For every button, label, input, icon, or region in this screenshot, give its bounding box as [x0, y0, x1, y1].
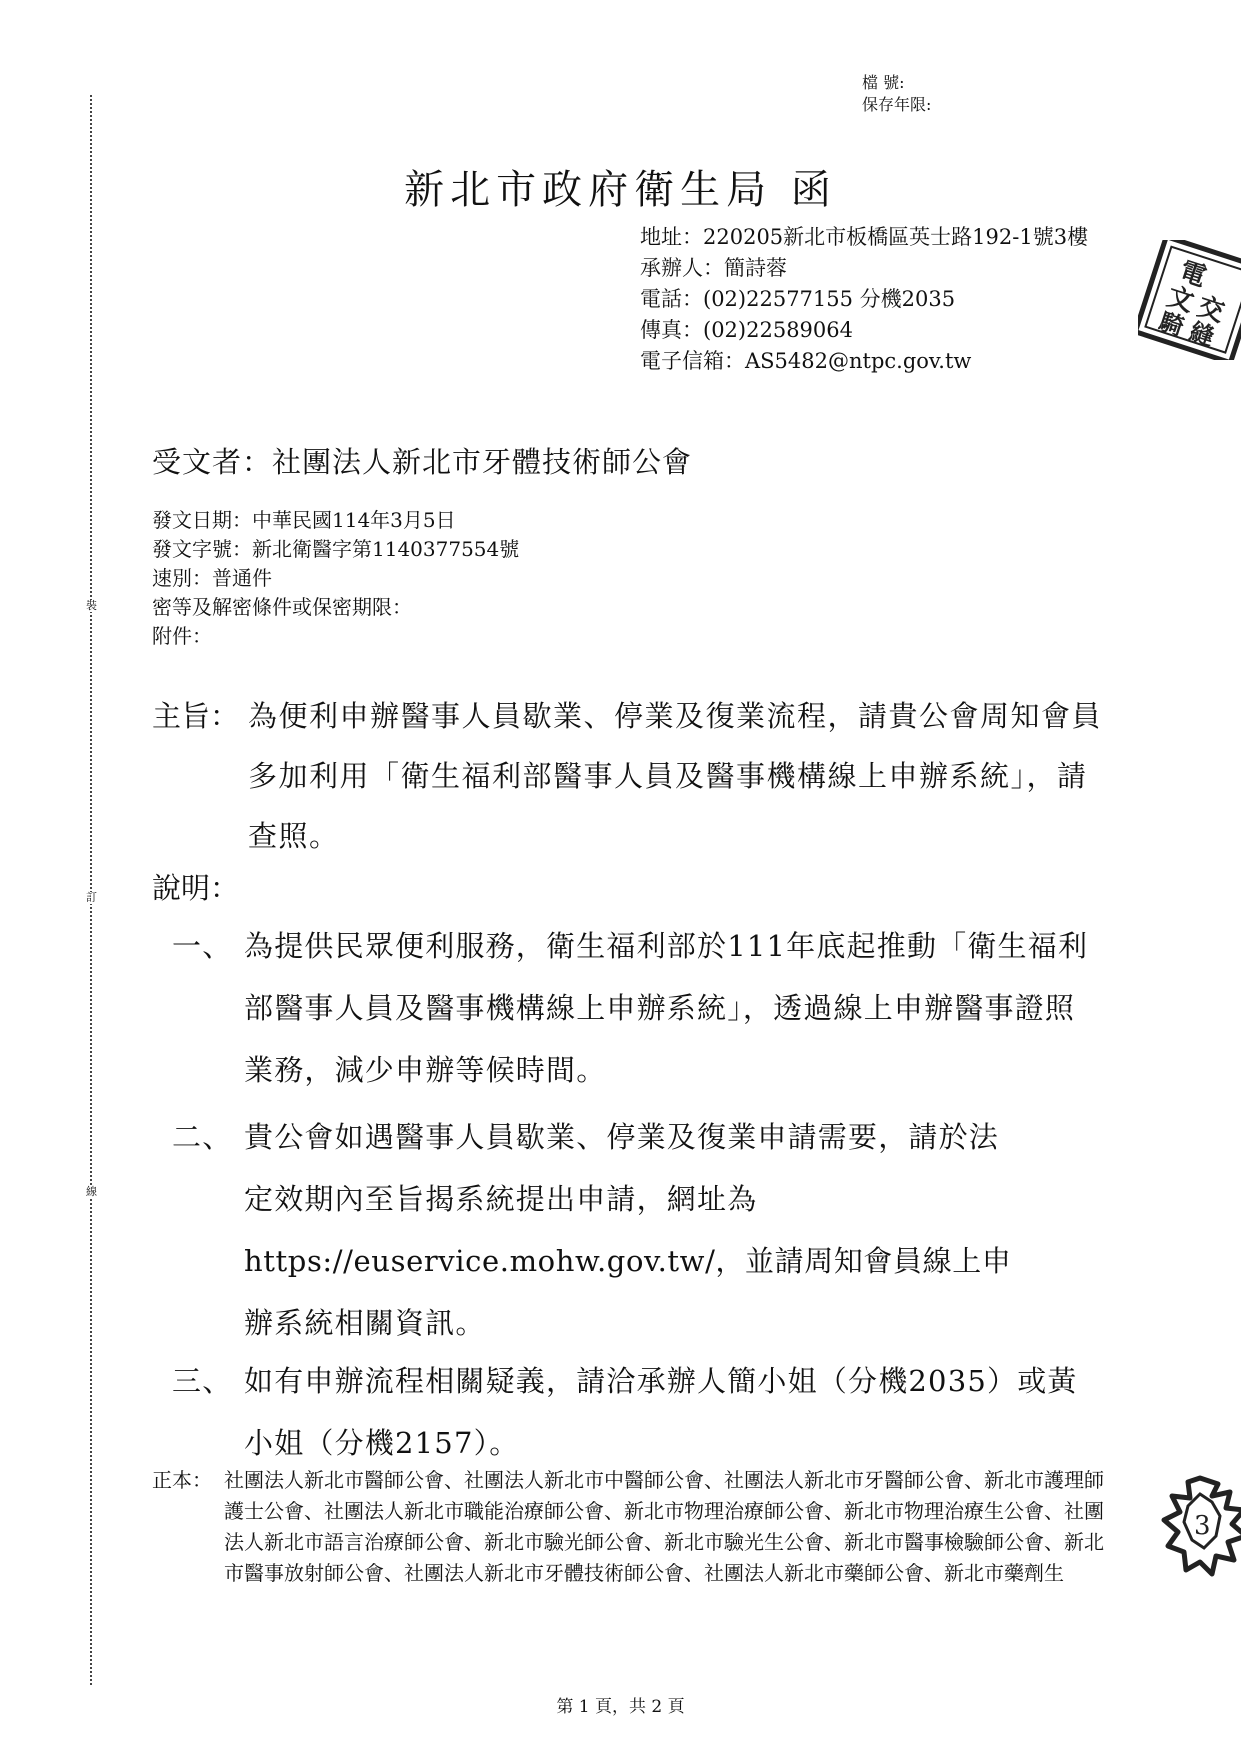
item-text-line: https://euservice.mohw.gov.tw/，並請周知會員線上申 [244, 1244, 1012, 1278]
cc-label: 正本： [152, 1468, 212, 1492]
item-text: 為提供民眾便利服務，衛生福利部於111年底起推動「衛生福利部醫事人員及醫事機構線上申辦系統」，透過線上申辦醫事證照業務，減少申辦等候時間。 [244, 929, 1089, 1087]
file-number: 檔 號: [862, 73, 905, 92]
item-text: 如有申辦流程相關疑義，請洽承辦人簡小姐（分機2035）或黃小姐（分機2157）。 [244, 1364, 1078, 1460]
seal-char: 縫 [1186, 316, 1218, 352]
item-text-line: 辦系統相關資訊。 [244, 1306, 486, 1340]
item-number: 三、 [172, 1364, 233, 1398]
speed-class: 速別：普通件 [152, 566, 272, 590]
retention-period: 保存年限: [862, 95, 932, 114]
binding-mark-ding: 訂 [86, 891, 97, 904]
item-text [244, 1106, 1104, 1354]
seal-char: 交 [1193, 291, 1228, 329]
document-title: 新北市政府衛生局 函 [404, 167, 837, 213]
issue-date: 發文日期：中華民國114年3月5日 [152, 508, 456, 532]
file-meta [862, 72, 931, 116]
sender-officer: 承辦人：簡詩蓉 [640, 256, 787, 280]
subject-text: 為便利申辦醫事人員歇業、停業及復業流程，請貴公會周知會員多加利用「衛生福利部醫事人員及醫事機構線上申辦系統」，請查照。 [248, 699, 1103, 853]
item-text-line: 定效期內至旨揭系統提出申請，網址為 [244, 1182, 758, 1216]
secrecy-level: 密等及解密條件或保密期限： [152, 595, 412, 619]
sender-email: 電子信箱：AS5482@ntpc.gov.tw [640, 349, 972, 373]
item-number: 一、 [172, 929, 233, 963]
binding-mark-zhuang: 裝 [86, 599, 97, 612]
attachment: 附件： [152, 624, 212, 648]
seal-char: 文 [1163, 281, 1198, 319]
explanation-item-3 [172, 1350, 1112, 1474]
seal-char: 騎 [1155, 306, 1188, 342]
sender-phone: 電話：(02)22577155 分機2035 [640, 287, 956, 311]
binding-dotted-line [90, 95, 92, 1685]
explanation-item-1 [172, 915, 1112, 1105]
sender-address: 地址：220205新北市板橋區英士路192-1號3樓 [640, 225, 1089, 249]
explanation-item-2 [172, 1106, 1112, 1356]
binding-mark-xian: 線 [86, 1185, 97, 1198]
sender-info [640, 222, 1110, 377]
explanation-label: 說明： [152, 871, 240, 905]
cc-text: 社團法人新北市醫師公會、社團法人新北市中醫師公會、社團法人新北市牙醫師公會、新北市護理師護士公會、社團法人新北市職能治療師公會、新北市物理治療師公會、新北市物理治療生公會、社團法人新北市語言治療師公會、新北市驗光師公會、新北市驗光生公會、新北市醫事檢驗師公會、新北市醫事放射師公會、社團法人新北市牙體技術師公會、社團法人新北市藥師公會、新北市藥劑生 [224, 1468, 1104, 1585]
recipient: 受文者：社團法人新北市牙體技術師公會 [152, 445, 693, 479]
seam-seal-stamp [1138, 240, 1241, 360]
seal-page-digit: 3 [1194, 1511, 1211, 1541]
item-number: 二、 [172, 1120, 233, 1154]
subject-label: 主旨： [152, 699, 240, 733]
document-number: 發文字號：新北衛醫字第1140377554號 [152, 537, 520, 561]
seal-char: 電 [1175, 256, 1210, 293]
page-seam-stamp [1160, 1470, 1241, 1580]
page-number: 第 1 頁，共 2 頁 [556, 1697, 685, 1717]
sender-fax: 傳真：(02)22589064 [640, 318, 853, 342]
item-text-line: 貴公會如遇醫事人員歇業、停業及復業申請需要，請於法 [244, 1120, 1000, 1154]
document-meta [152, 506, 519, 651]
